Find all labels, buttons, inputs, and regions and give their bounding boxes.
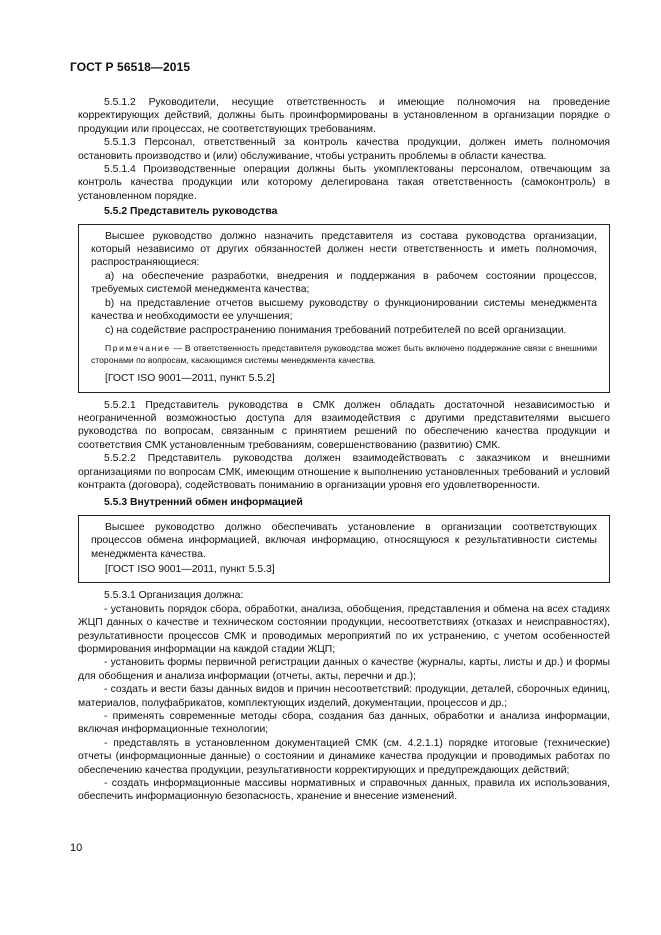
paragraph-5-5-1-4: 5.5.1.4 Производственные операции должны быть укомплектованы персоналом, отвечающим за контроль качества продукции или которому делегирована такая ответственность (самоконтроль) в установленном порядке.	[78, 164, 610, 202]
list-item: - установить порядок сбора, обработки, анализа, обобщения, представления и обмена на всех стадиях ЖЦП данных о качестве и техническом состоянии продукции, несоответствиях (отказах и неисправностях), результативности процессов СМК и проводимых мероприятий по их устранению, с учетом особенностей формирования информации на каждой стадии ЖЦП;	[78, 603, 610, 655]
paragraph-5-5-1-2: 5.5.1.2 Руководители, несущие ответственность и имеющие полномочия на проведение корректирующих действий, должны быть проинформированы в установленном в организации порядке о продукции или процессах, не соответствующих требованиям.	[78, 97, 610, 135]
box-item-b: b) на представление отчетов высшему руководству о функционировании системы менеджмента качества и необходимости ее улучшения;	[91, 297, 597, 323]
document-header: ГОСТ Р 56518—2015	[70, 60, 191, 74]
note-text: — В ответственность представителя руководства может быть включено поддержание связи с внешними сторонами по вопросам, касающимся системы менеджмента качества.	[91, 342, 597, 365]
paragraph-5-5-1-3: 5.5.1.3 Персонал, ответственный за контроль качества продукции, должен иметь полномочия остановить производство и (или) обслуживание, чтобы устранить проблемы в области качества.	[78, 137, 610, 162]
box-paragraph: Высшее руководство должно назначить представителя из состава руководства организации, который независимо от других обязанностей должен нести ответственность и иметь полномочия, распространяющиеся:	[91, 230, 597, 269]
list-item: - создать и вести базы данных видов и причин несоответствий: продукции, деталей, сборочных единиц, материалов, полуфабрикатов, комплектующих изделий, документации, процессов и др.;	[78, 684, 610, 709]
document-body	[78, 96, 610, 804]
quoted-requirement-box-5-5-2	[78, 224, 610, 393]
list-item: - применять современные методы сбора, создания баз данных, обработки и анализа информации, включая информационные технологии;	[78, 711, 610, 736]
page-number: 10	[70, 842, 83, 854]
paragraph-5-5-3-1: 5.5.3.1 Организация должна:	[104, 590, 244, 602]
box-note	[91, 343, 597, 366]
note-label: Примечание	[105, 342, 171, 353]
box-reference: [ГОСТ ISO 9001—2011, пункт 5.5.3]	[105, 563, 275, 575]
list-item: - создать информационные массивы нормативных и справочных данных, правила их использования, обеспечить информационную безопасность, хранение и внесение изменений.	[78, 778, 610, 803]
box-item-c: c) на содействие распространению понимания требований потребителей по всей организации.	[105, 324, 567, 336]
quoted-requirement-box-5-5-3	[78, 515, 610, 584]
box-item-a: a) на обеспечение разработки, внедрения и поддержания в рабочем состоянии процессов, требуемых системой менеджмента качества;	[91, 270, 597, 296]
box-reference: [ГОСТ ISO 9001—2011, пункт 5.5.2]	[105, 373, 275, 385]
box-paragraph: Высшее руководство должно обеспечивать установление в организации соответствующих процессов обмена информацией, включая информацию, относящуюся к результативности системы менеджмента качества.	[91, 521, 597, 560]
list-item: - представлять в установленном документацией СМК (см. 4.2.1.1) порядке итоговые (технические) отчеты (информационные данные) о состоянии и динамике качества продукции и проводимых работах по обеспечению качества продукции, результативности корректирующих и предупреждающих действий;	[78, 737, 610, 776]
section-heading-5-5-3: 5.5.3 Внутренний обмен информацией	[104, 497, 303, 509]
section-heading-5-5-2: 5.5.2 Представитель руководства	[104, 206, 278, 218]
paragraph-5-5-2-1: 5.5.2.1 Представитель руководства в СМК должен обладать достаточной независимостью и неограниченной возможностью доступа для взаимодействия с другими представителями высшего руководства по вопросам, связанным с принятием решений по обеспечению качества продукции и соответствия СМК установленным требованиям, совершенствованию (развитию) СМК.	[78, 399, 610, 451]
paragraph-5-5-2-2: 5.5.2.2 Представитель руководства должен взаимодействовать с заказчиком и внешними организациями по вопросам СМК, имеющим отношение к выполнению установленных требований и условий контракта (договора), содействовать пониманию в организации уровня его удовлетворенности.	[78, 453, 610, 491]
list-item: - установить формы первичной регистрации данных о качестве (журналы, карты, листы и др.) и формы для обобщения и анализа информации (отчеты, акты, перечни и др.);	[78, 657, 610, 682]
